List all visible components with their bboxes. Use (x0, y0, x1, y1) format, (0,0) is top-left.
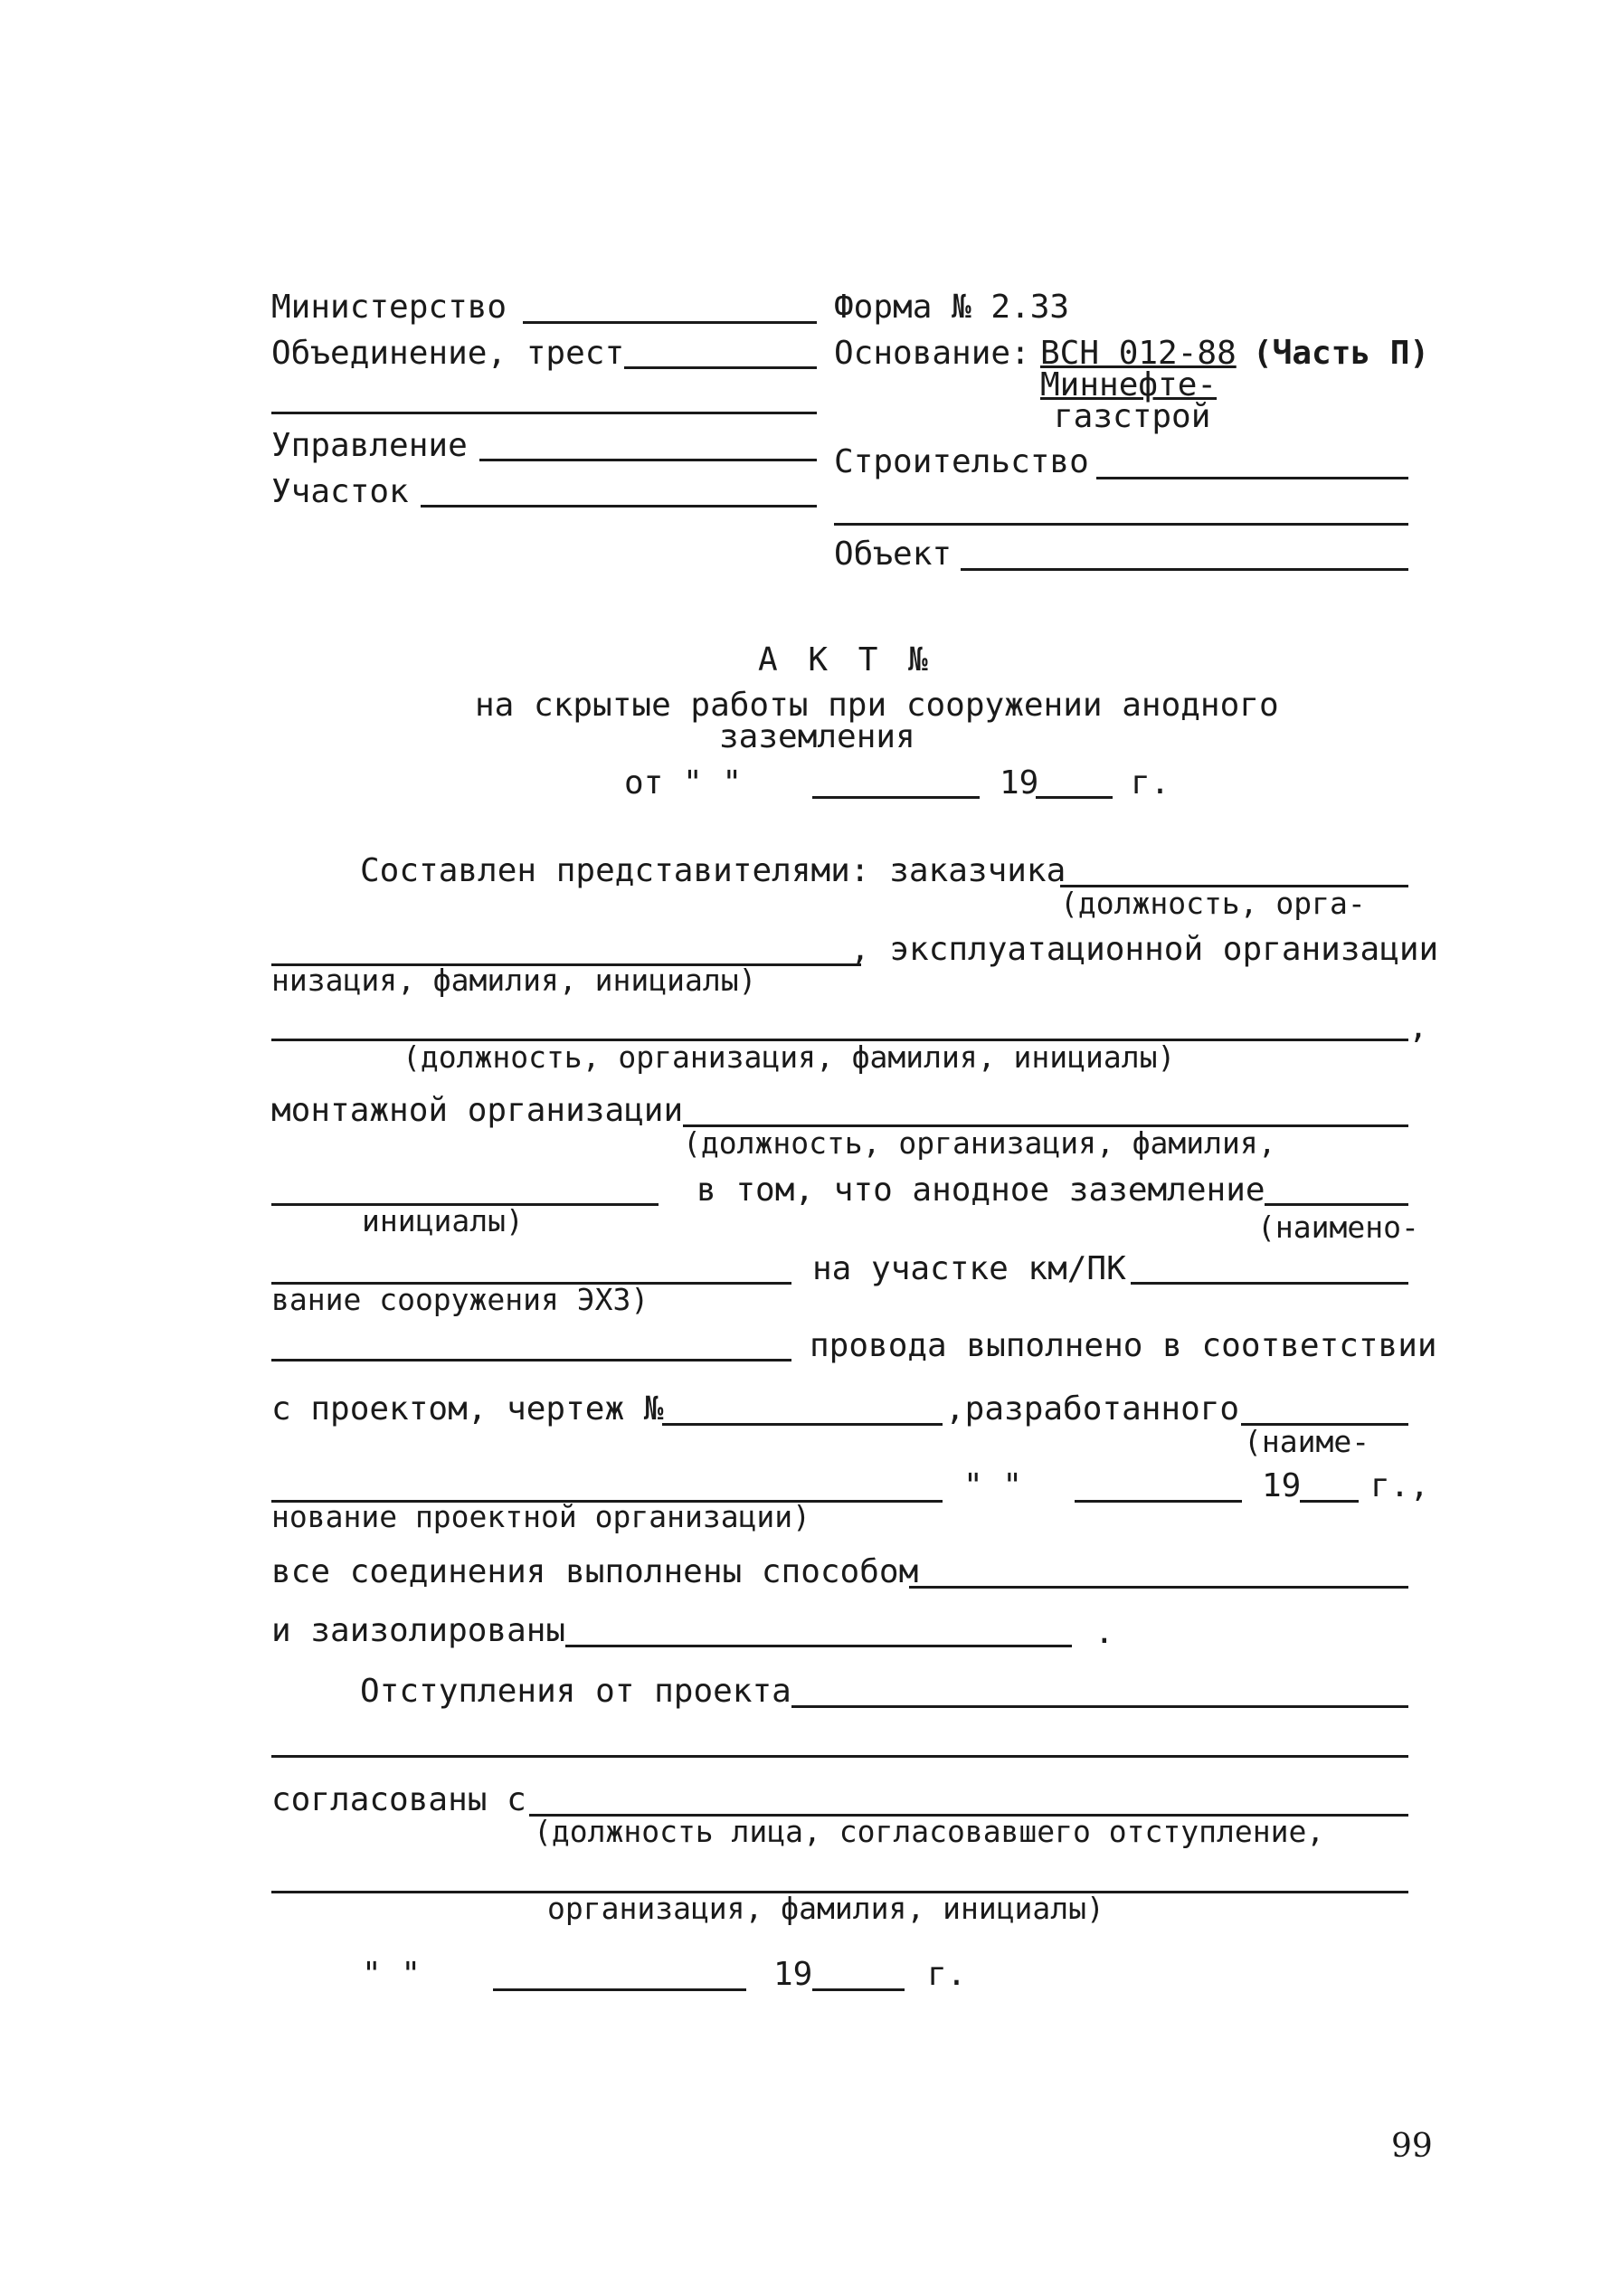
act-date-g: г. (1131, 764, 1170, 802)
hint-agreed-person: (должность лица, согласовавшего отступление, (534, 1814, 1325, 1849)
directorate-label: Управление (271, 427, 468, 464)
construction-field-extra[interactable] (834, 523, 1408, 526)
directorate-field[interactable] (479, 459, 817, 461)
insulated-period: . (1095, 1614, 1114, 1651)
hint-initials: инициалы) (362, 1203, 524, 1238)
agreed-with-label: согласованы с (271, 1781, 526, 1818)
act-subtitle-line2: заземления (719, 718, 915, 755)
section-field[interactable] (421, 505, 817, 508)
form-number: Форма № 2.33 (834, 289, 1070, 326)
operating-org-comma: , (1408, 1009, 1428, 1046)
design-date-quotes: " " (963, 1467, 1023, 1504)
final-year-field[interactable] (812, 1988, 905, 1991)
hint-org-name-cont: низация, фамилия, инициалы) (271, 963, 757, 998)
act-title: А К Т № (758, 641, 933, 678)
deviations-field-cont[interactable] (271, 1755, 1408, 1758)
connections-label: все соединения выполнены способом (271, 1553, 919, 1590)
anode-field[interactable] (1265, 1203, 1408, 1206)
drawing-number-field[interactable] (662, 1423, 943, 1426)
insulated-label: и заизолированы (271, 1612, 566, 1649)
hint-position-org: (должность, орга- (1060, 886, 1366, 921)
association-label: Объединение, трест (271, 335, 625, 372)
connections-field[interactable] (909, 1586, 1408, 1589)
ministry-label: Министерство (271, 289, 507, 326)
ministry-field[interactable] (523, 321, 817, 324)
km-pk-field[interactable] (1131, 1282, 1408, 1285)
basis-org-line2: газстрой (1054, 398, 1211, 435)
association-field[interactable] (624, 366, 817, 369)
final-date-field[interactable] (493, 1988, 746, 1991)
final-date-quotes: " " (362, 1956, 422, 1993)
operating-org-label: , эксплуатационной организации (850, 931, 1439, 968)
construction-label: Строительство (834, 443, 1089, 480)
hint-design-org: нование проектной организации) (271, 1499, 811, 1534)
act-date-year: 19 (1000, 764, 1039, 802)
hint-agreed-org: организация, фамилия, инициалы) (547, 1891, 1104, 1926)
construction-field[interactable] (1096, 477, 1408, 479)
installation-org-label: монтажной организации (271, 1092, 684, 1129)
hint-position-org-name: (должность, организация, фамилия, (683, 1125, 1276, 1161)
final-date-g: г. (927, 1956, 967, 1993)
basis-doc: ВСН 012-88 (1040, 335, 1237, 372)
that-anode-label: в том, что анодное заземление (697, 1172, 1265, 1209)
act-date-day-month-field[interactable] (812, 796, 980, 799)
developed-label: ,разработанного (945, 1390, 1240, 1428)
basis-org-line1: Миннефте- (1040, 366, 1218, 403)
at-section-label: на участке км/ПК (812, 1250, 1126, 1287)
hint-name2: (наиме- (1244, 1424, 1370, 1459)
hint-naming: (наимено- (1257, 1210, 1419, 1245)
final-date-19: 19 (773, 1956, 813, 1993)
hint-structure: вание сооружения ЭХЗ) (271, 1282, 649, 1317)
design-date-g: г., (1370, 1467, 1430, 1504)
design-date-19: 19 (1262, 1467, 1302, 1504)
object-label: Объект (834, 536, 952, 573)
act-date-from: от " " (624, 764, 743, 802)
object-field[interactable] (961, 568, 1408, 571)
design-date-field[interactable] (1075, 1500, 1242, 1503)
association-field-extra[interactable] (271, 412, 817, 414)
deviations-field[interactable] (791, 1705, 1408, 1708)
composed-by-label: Составлен представителями: заказчика (360, 852, 1066, 889)
insulated-field[interactable] (565, 1645, 1072, 1647)
wire-field[interactable] (271, 1359, 791, 1361)
design-year-field[interactable] (1300, 1500, 1359, 1503)
section-label: Участок (271, 473, 409, 510)
deviations-label: Отступления от проекта (360, 1673, 791, 1710)
page-number: 99 (1391, 2128, 1433, 2165)
act-date-year-field[interactable] (1036, 796, 1113, 799)
basis-label: Основание: (834, 335, 1030, 372)
wire-done-label: провода выполнено в соответствии (810, 1327, 1437, 1364)
act-subtitle-line1: на скрытые работы при сооружении анодного (475, 687, 1279, 724)
with-project-label: с проектом, чертеж № (271, 1390, 664, 1428)
basis-part: (Часть П) (1253, 335, 1430, 372)
hint-full: (должность, организация, фамилия, инициалы) (403, 1039, 1176, 1075)
